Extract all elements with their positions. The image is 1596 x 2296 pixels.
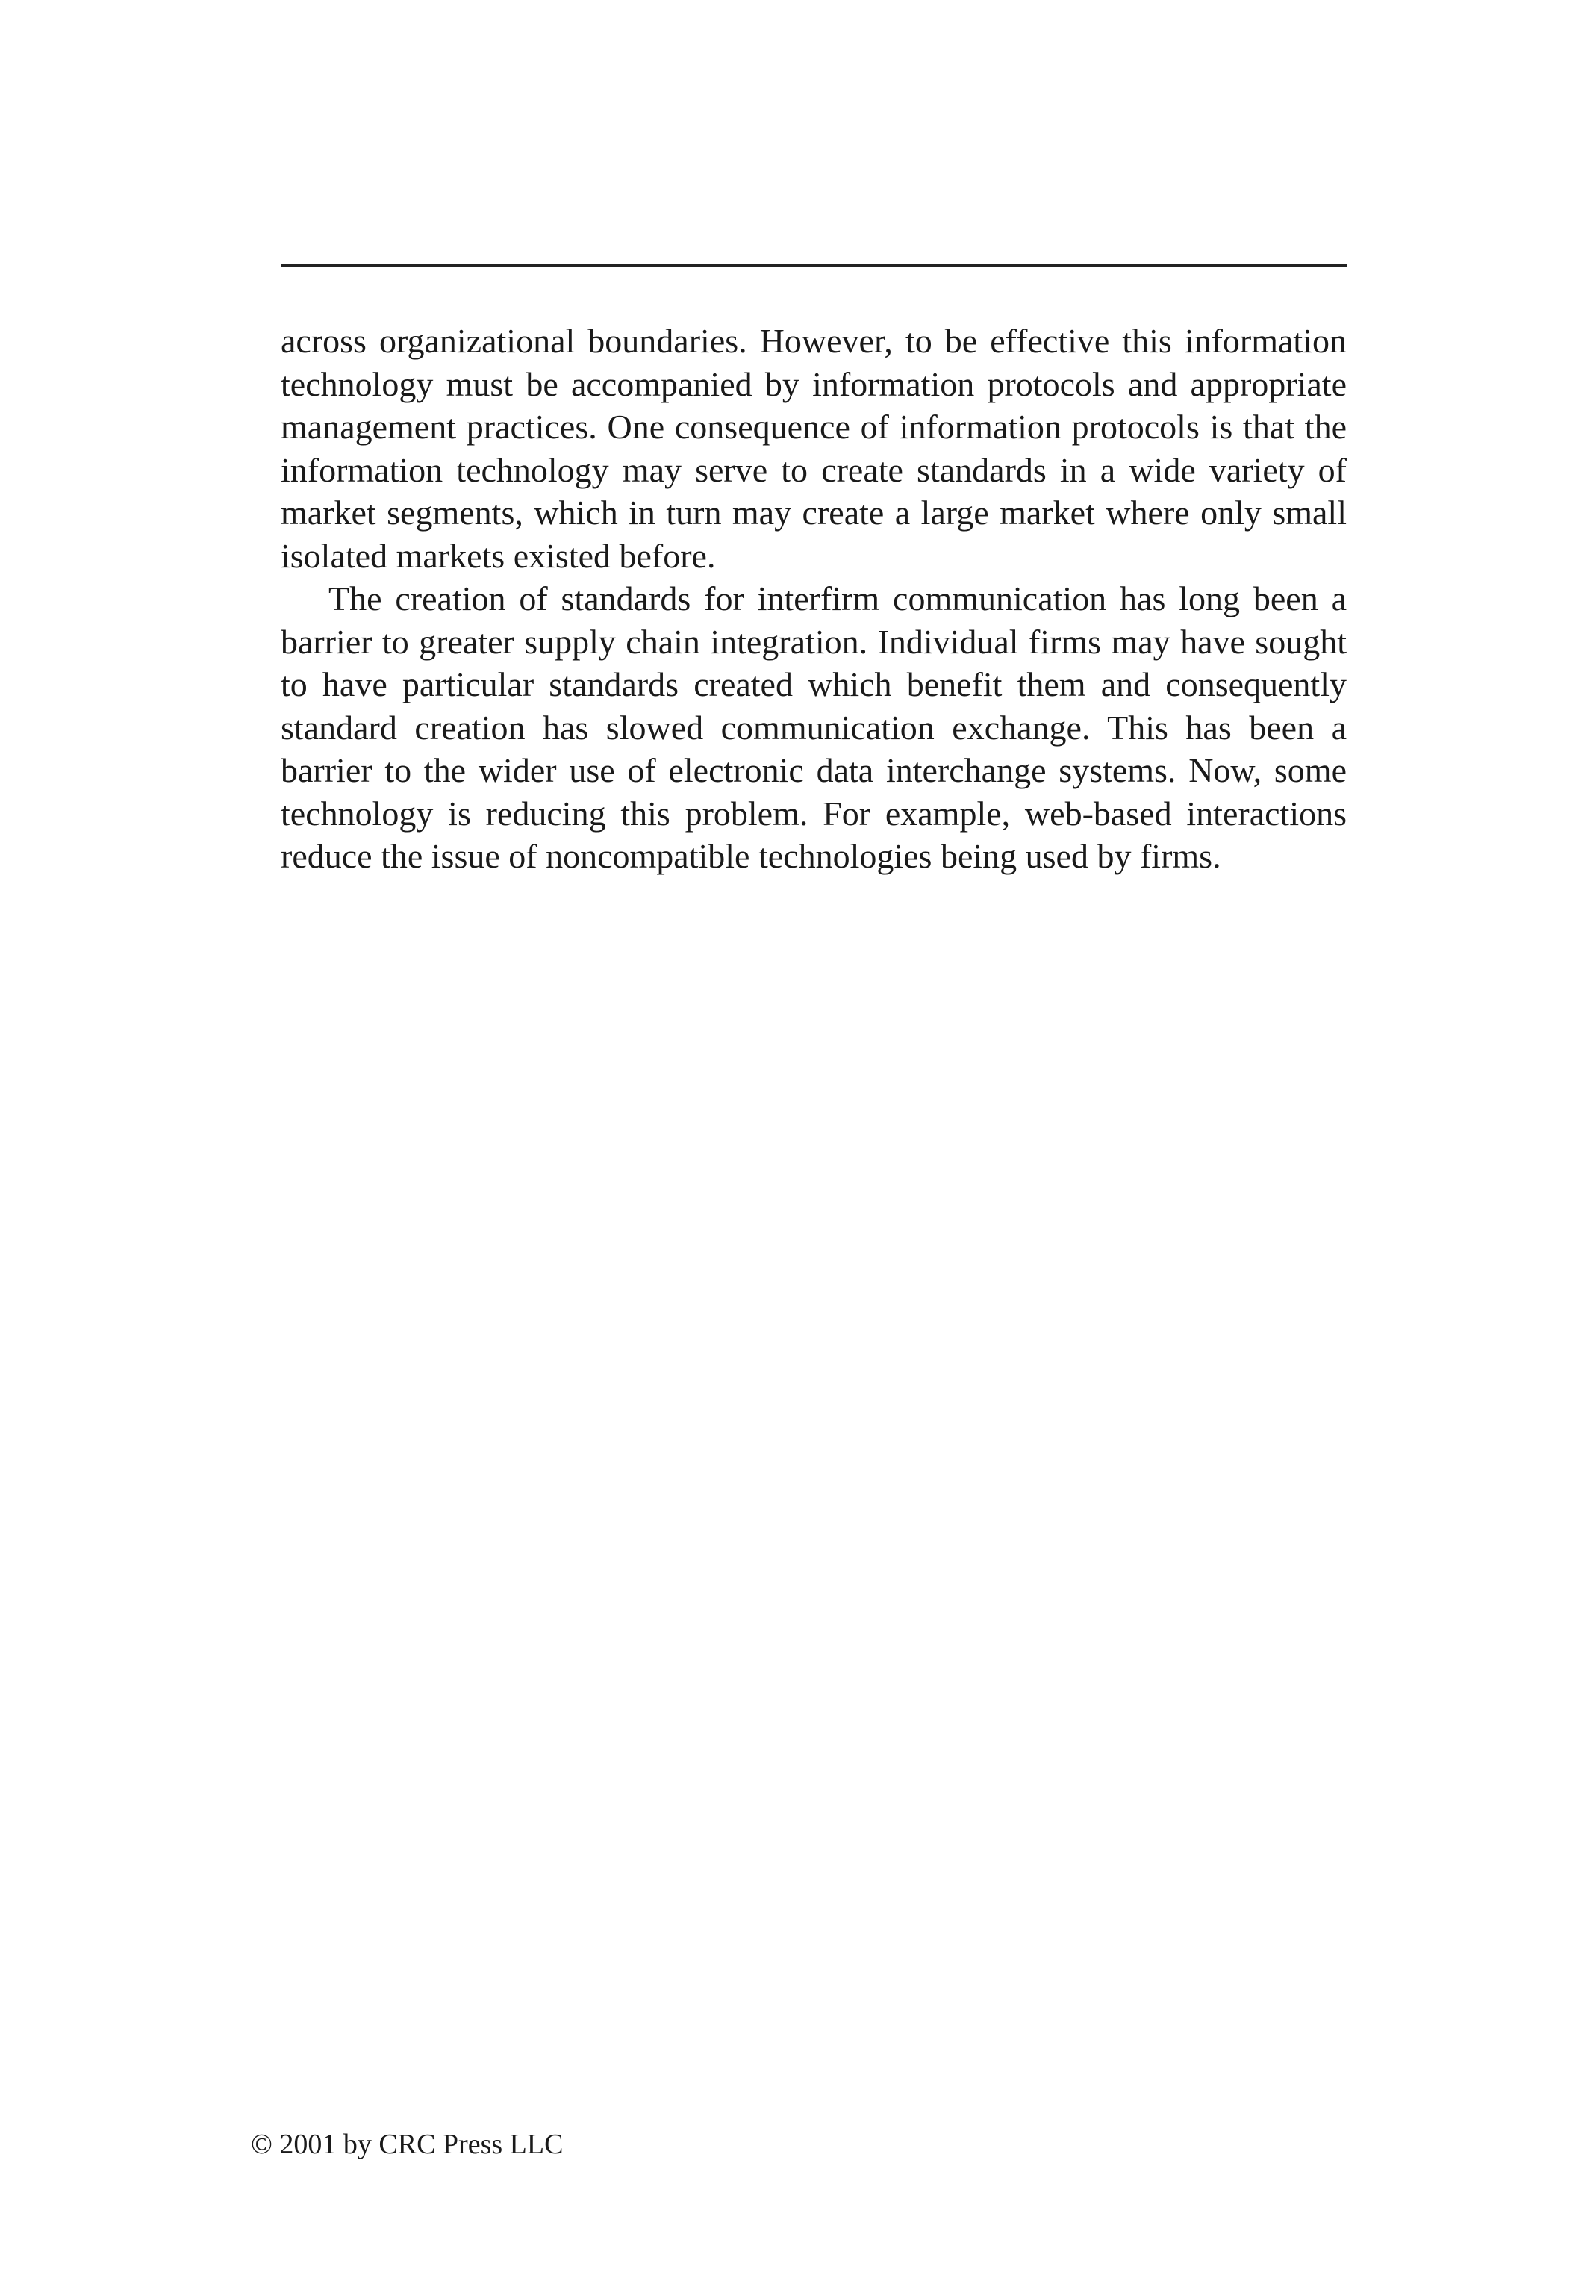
header-rule	[281, 264, 1347, 267]
paragraph-standards: The creation of standards for interfirm communication has long been a barrier to greater supply chain integration. Individual firms may have sought to have particular standards created which benefit them and consequently standard creation has slowed communication exchange. This has been a barrier to the wider use of electronic data interchange systems. Now, some technology is reducing this problem. For example, web-based interactions reduce the issue of noncompatible technologies being used by firms.	[281, 579, 1347, 875]
paragraph-continued: across organizational boundaries. However, to be effective this information technology must be accompanied by information protocols and appropriate management practices. One consequence of information protocols is that the information technology may serve to create standards in a wide variety of market segments, which in turn may create a large market where only small isolated markets existed before.	[281, 322, 1347, 575]
body-text	[281, 320, 1347, 878]
copyright-footer: © 2001 by CRC Press LLC	[251, 2129, 564, 2160]
